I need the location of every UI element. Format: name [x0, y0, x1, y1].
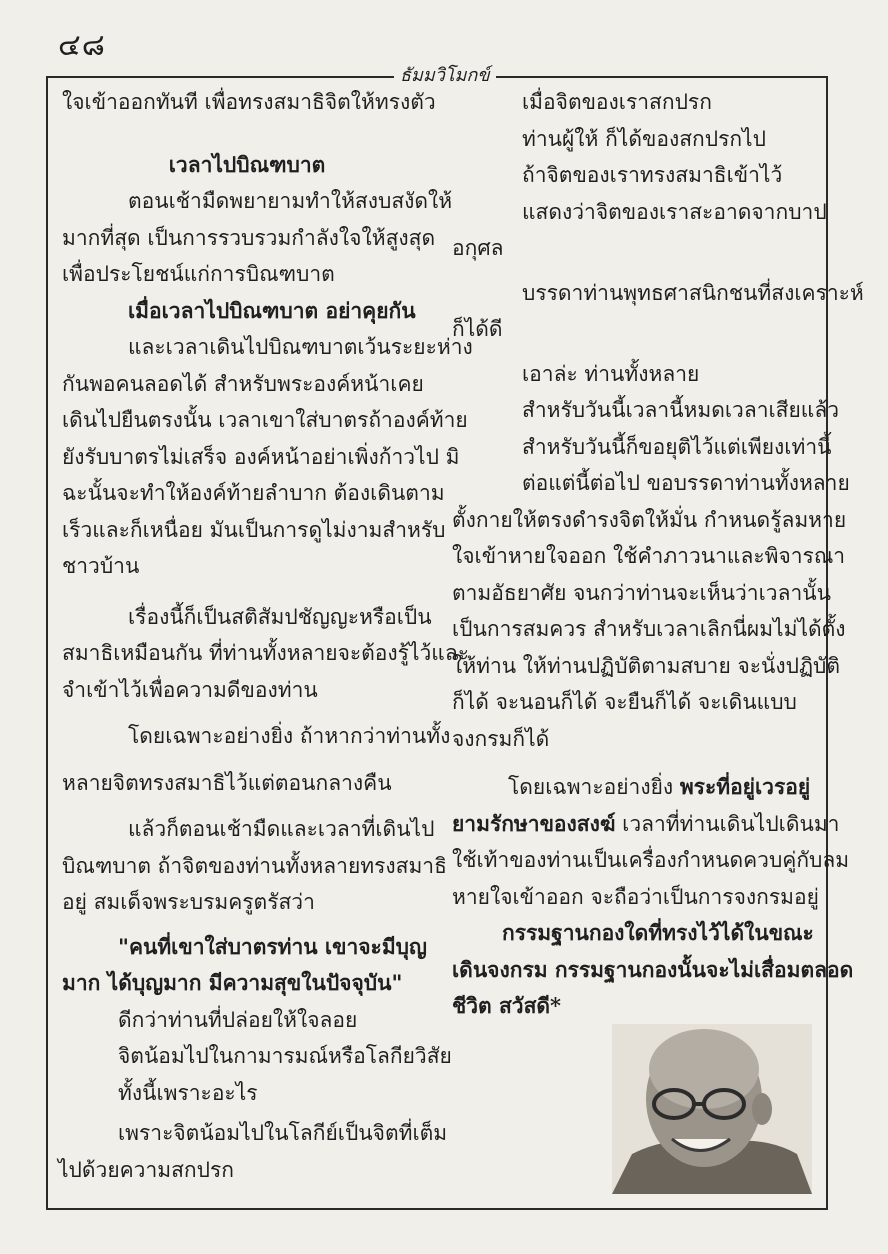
bold-line: กรรมฐานกองใดที่ทรงไว้ได้ในขณะ: [502, 920, 814, 945]
section-heading: เวลาไปบิณฑบาต: [168, 151, 326, 177]
bold-line: ชีวิต สวัสดี*: [452, 993, 562, 1018]
quote-line: มาก ได้บุญมาก มีความสุขในปัจจุบัน": [62, 970, 403, 995]
text-line: จงกรมก็ได้: [452, 726, 550, 751]
text-line: ให้ท่าน ให้ท่านปฏิบัติตามสบาย จะนั่งปฏิบัติ: [452, 653, 841, 678]
text-line: กันพอคนลอดได้ สำหรับพระองค์หน้าเคย: [62, 371, 424, 396]
text-line: และเวลาเดินไปบิณฑบาตเว้นระยะห่าง: [128, 335, 473, 359]
text-line: แสดงว่าจิตของเราสะอาดจากบาป: [522, 199, 827, 224]
text-line: หายใจเข้าออก จะถือว่าเป็นการจงกรมอยู่: [452, 884, 819, 909]
text-line: สำหรับวันนี้ก็ขอยุติไว้แต่เพียงเท่านี้: [522, 434, 832, 459]
text-line: เมื่อจิตของเราสกปรก: [522, 90, 712, 114]
text-line: ดีกว่าท่านที่ปล่อยให้ใจลอย: [118, 1007, 358, 1032]
page-number: ๔๘: [58, 28, 106, 63]
text-line: ตามอัธยาศัย จนกว่าท่านจะเห็นว่าเวลานั้น: [452, 580, 831, 605]
text-line: ใจเข้าหายใจออก ใช้คำภาวนาและพิจารณา: [452, 544, 846, 568]
text-line: บรรดาท่านพุทธศาสนิกชนที่สงเคราะห์: [522, 280, 864, 305]
text-line: เป็นการสมควร สำหรับเวลาเลิกนี่ผมไม่ได้ตั้ง: [452, 617, 846, 641]
text-line: เดินไปยืนตรงนั้น เวลาเขาใส่บาตรถ้าองค์ท้าย: [62, 408, 468, 432]
monk-portrait-photo: [612, 1024, 812, 1194]
text-line: อกุศล: [452, 236, 504, 260]
text-run: เวลาที่ท่านเดินไปเดินมา: [622, 811, 840, 836]
text-line: ตั้งกายให้ตรงดำรงจิตให้มั่น กำหนดรู้ลมหาย: [452, 507, 847, 532]
bold-run: พระที่อยู่เวรอยู่: [679, 774, 811, 799]
text-line: มากที่สุด เป็นการรวบรวมกำลังใจให้สูงสุด: [62, 225, 436, 250]
mixed-line: [452, 806, 840, 843]
text-line: จำเข้าไว้เพื่อความดีของท่าน: [62, 677, 318, 702]
text-line: ยังรับบาตรไม่เสร็จ องค์หน้าอย่าเพิ่งก้าวไป มิ: [62, 444, 460, 469]
left-column: [58, 84, 473, 1188]
text-line: เอาล่ะ ท่านทั้งหลาย: [522, 361, 700, 386]
text-line: ทั้งนี้เพราะอะไร: [118, 1080, 258, 1105]
running-header: ธัมมวิโมกข์: [394, 60, 496, 89]
text-line: บิณฑบาต ถ้าจิตของท่านทั้งหลายทรงสมาธิ: [62, 853, 447, 878]
bold-line: เมื่อเวลาไปบิณฑบาต อย่าคุยกัน: [128, 297, 416, 323]
text-line: ใจเข้าออกทันที เพื่อทรงสมาธิจิตให้ทรงตัว: [62, 90, 436, 114]
text-line: ไปด้วยความสกปรก: [58, 1157, 234, 1182]
text-line: จิตน้อมไปในกามารมณ์หรือโลกียวิสัย: [118, 1044, 452, 1068]
text-line: สำหรับวันนี้เวลานี้หมดเวลาเสียแล้ว: [522, 398, 839, 422]
text-line: หลายจิตทรงสมาธิไว้แต่ตอนกลางคืน: [62, 770, 392, 795]
text-line: ชาวบ้าน: [62, 554, 140, 578]
text-line: เรื่องนี้ก็เป็นสติสัมปชัญญะหรือเป็น: [128, 604, 432, 629]
text-line: ฉะนั้นจะทำให้องค์ท้ายลำบาก ต้องเดินตาม: [62, 481, 445, 505]
text-line: ต่อแต่นี้ต่อไป ขอบรรดาท่านทั้งหลาย: [522, 471, 850, 495]
right-column: [452, 84, 864, 1025]
text-line: สมาธิเหมือนกัน ที่ท่านทั้งหลายจะต้องรู้ไว้และ: [62, 641, 469, 665]
bold-run: ยามรักษาของสงฆ์: [452, 810, 616, 836]
text-line: เร็วและก็เหนื่อย มันเป็นการดูไม่งามสำหรับ: [62, 517, 446, 542]
text-run: โดยเฉพาะอย่างยิ่ง: [508, 775, 674, 799]
text-line: เพื่อประโยชน์แก่การบิณฑบาต: [62, 262, 335, 286]
text-line: ใช้เท้าของท่านเป็นเครื่องกำหนดควบคู่กับลม: [452, 848, 850, 872]
quote-line: "คนที่เขาใส่บาตรท่าน เขาจะมีบุญ: [118, 933, 427, 959]
text-line: แล้วก็ตอนเช้ามืดและเวลาที่เดินไป: [128, 817, 435, 841]
text-line: เพราะจิตน้อมไปในโลกีย์เป็นจิตที่เต็ม: [118, 1121, 448, 1145]
text-line: ท่านผู้ให้ ก็ได้ของสกปรกไป: [522, 126, 766, 151]
bold-line: เดินจงกรม กรรมฐานกองนั้นจะไม่เสื่อมตลอด: [452, 956, 854, 982]
text-line: อยู่ สมเด็จพระบรมครูตรัสว่า: [62, 890, 315, 914]
text-line: ถ้าจิตของเราทรงสมาธิเข้าไว้: [522, 163, 783, 187]
mixed-line: [452, 769, 814, 806]
text-line: ก็ได้ดี: [452, 317, 503, 341]
text-line: โดยเฉพาะอย่างยิ่ง ถ้าหากว่าท่านทั้ง: [128, 724, 451, 748]
text-line: ก็ได้ จะนอนก็ได้ จะยืนก็ได้ จะเดินแบบ: [452, 690, 797, 714]
text-line: ตอนเช้ามืดพยายามทำให้สงบสงัดให้: [128, 189, 453, 213]
